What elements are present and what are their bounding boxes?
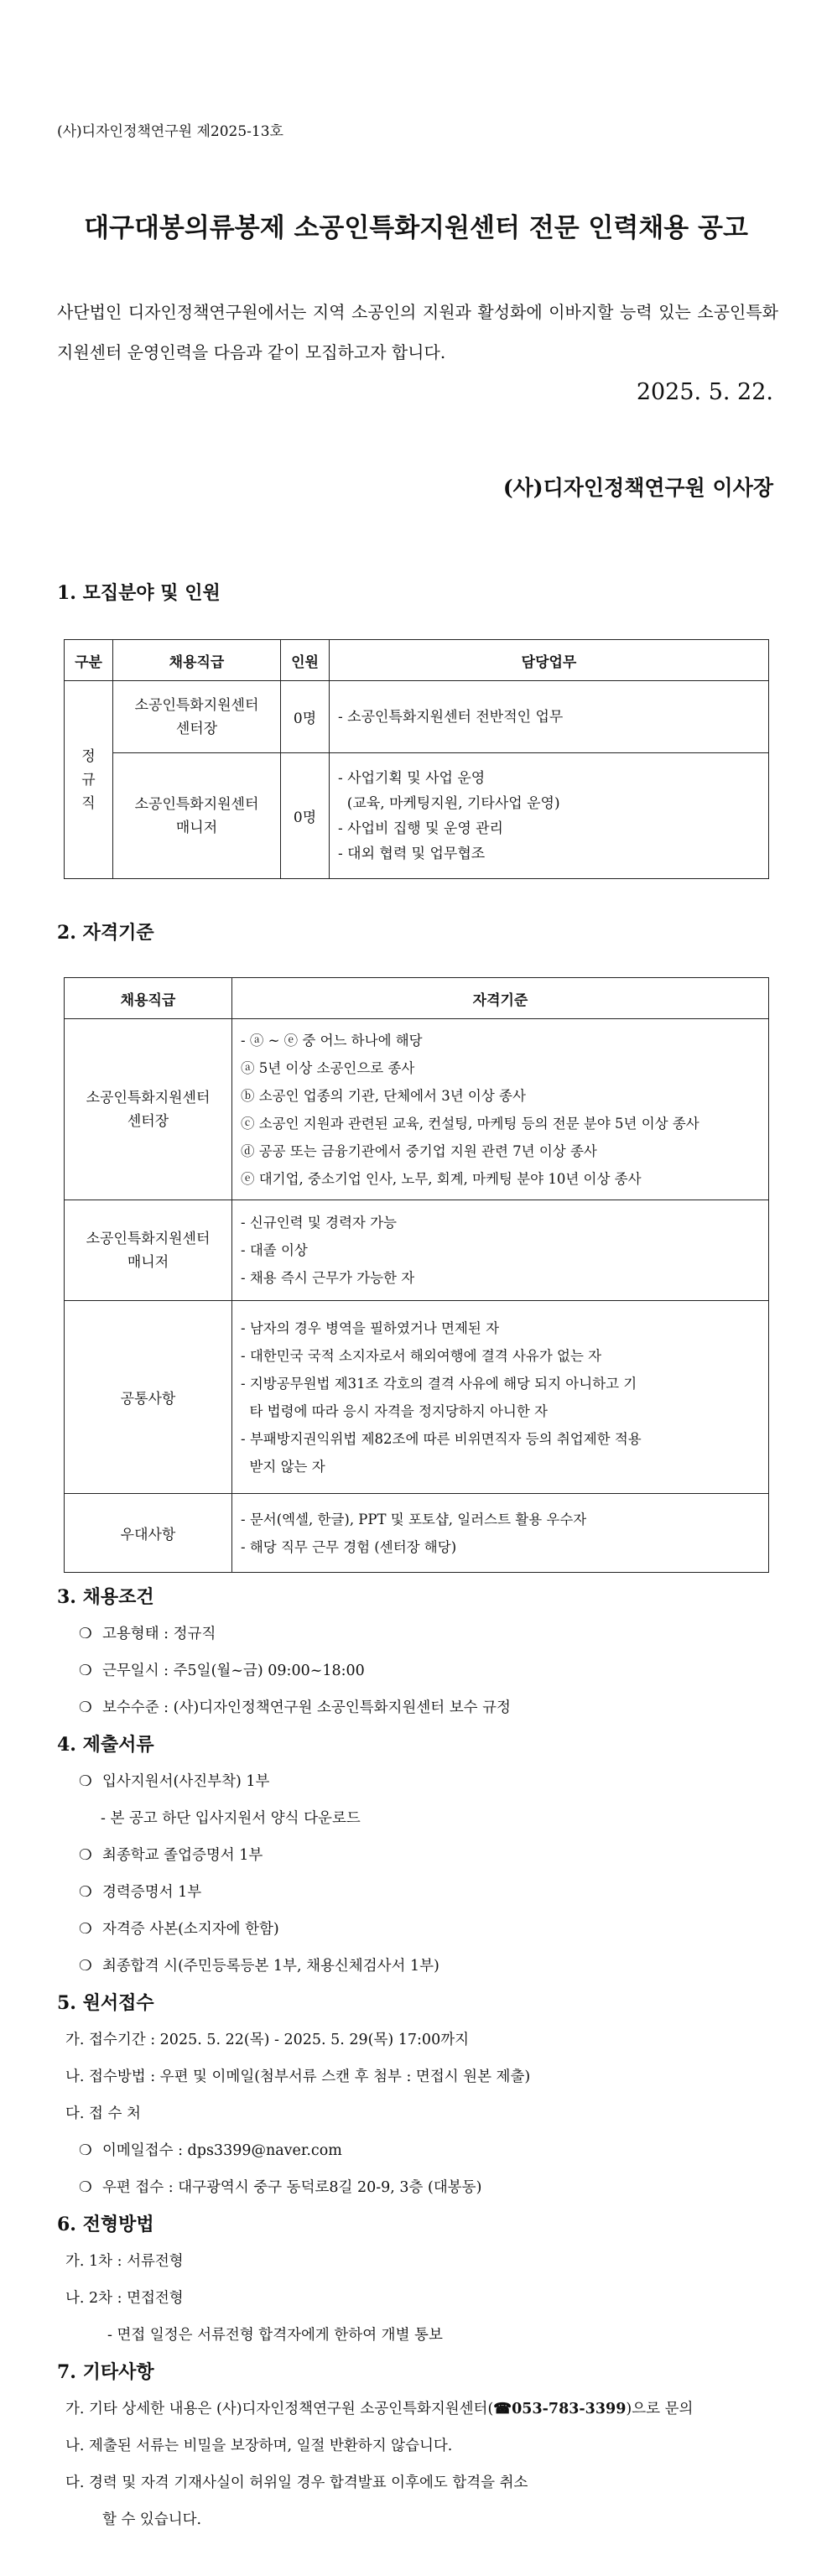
section-4 (57, 1726, 439, 1985)
row-label: 우대사항 (65, 1494, 232, 1573)
row-label: 소공인특화지원센터 매니저 (65, 1200, 232, 1301)
list-item: ❍ 최종합격 시(주민등록등본 1부, 채용신체검사서 1부) (57, 1948, 439, 1985)
list-item: 가. 1차 : 서류전형 (65, 2253, 184, 2270)
qual-item: ⓓ 공공 또는 금융기관에서 중기업 지원 관련 7년 이상 종사 (241, 1142, 597, 1159)
circle-bullet-icon: ❍ (79, 1626, 92, 1642)
duties-cell (330, 753, 769, 879)
email-address: 이메일접수 : dps3399@naver.com (102, 2142, 342, 2159)
circle-bullet-icon: ❍ (79, 2179, 92, 2196)
circle-bullet-icon: ❍ (79, 1958, 92, 1975)
intro-paragraph: 사단법인 디자인정책연구원에서는 지역 소공인의 지원과 활성화에 이바지할 능력 있는 소공인특화지원센터 운영인력을 다음과 같이 모집하고자 합니다. (57, 302, 778, 362)
postal-address: 우편 접수 : 대구광역시 중구 동덕로8길 20-9, 3층 (대봉동) (102, 2179, 482, 2196)
qual-item: - ⓐ ~ ⓔ 중 어느 하나에 해당 (241, 1032, 423, 1049)
duties-cell (330, 681, 769, 753)
list-item: ❍ 고용형태 : 정규직 (57, 1616, 511, 1652)
phone-number: ☎053-783-3399 (493, 2401, 627, 2417)
table-row (65, 1301, 769, 1494)
header-duties: 담당업무 (330, 640, 769, 681)
list-subitem: - 본 공고 하단 입사지원서 양식 다운로드 (101, 1810, 361, 1827)
qual-item: - 문서(엑셀, 한글), PPT 및 포토샵, 일러스트 활용 우수자 (241, 1511, 587, 1527)
document-number: (사)디자인정책연구원 제2025-13호 (57, 123, 283, 140)
section-2-heading: 2. 자격기준 (57, 922, 154, 944)
header-position: 채용직급 (113, 640, 281, 681)
table-row (65, 1019, 769, 1200)
list-item: ❍ 경력증명서 1부 (57, 1874, 439, 1911)
qual-item: ⓔ 대기업, 중소기업 인사, 노무, 회계, 마케팅 분야 10년 이상 종사 (241, 1170, 642, 1187)
position-cell: 소공인특화지원센터 매니저 (113, 753, 281, 879)
section-3-heading: 3. 채용조건 (57, 1586, 154, 1608)
list-item-continued: 할 수 있습니다. (102, 2511, 202, 2528)
list-item: 가. 접수기간 : 2025. 5. 22(목) - 2025. 5. 29(목) 17:00까지 (65, 2032, 470, 2048)
section-7 (57, 2354, 693, 2538)
qual-item: ⓑ 소공인 업종의 기관, 단체에서 3년 이상 종사 (241, 1087, 526, 1104)
circle-bullet-icon: ❍ (79, 1699, 92, 1716)
list-item: 다. 경력 및 자격 기재사실이 허위일 경우 합격발표 이후에도 합격을 취소 (65, 2475, 528, 2491)
qual-item: - 남자의 경우 병역을 필하였거나 면제된 자 (241, 1319, 500, 1336)
list-item: ❍ 근무일시 : 주5일(월~금) 09:00~18:00 (57, 1652, 511, 1689)
duty-item: (교육, 마케팅지원, 기타사업 운영) (338, 794, 560, 812)
header-category: 구분 (65, 640, 113, 681)
row-label: 공통사항 (65, 1301, 232, 1494)
recruitment-table (64, 639, 769, 879)
qualification-table (64, 977, 769, 1573)
section-1-heading: 1. 모집분야 및 인원 (57, 582, 221, 604)
list-item: ❍ 보수수준 : (사)디자인정책연구원 소공인특화지원센터 보수 규정 (57, 1689, 511, 1726)
qual-item: 받지 않는 자 (241, 1458, 325, 1475)
table-row (65, 1494, 769, 1573)
qual-item: ⓒ 소공인 지원과 관련된 교육, 컨설팅, 마케팅 등의 전문 분야 5년 이상 종사 (241, 1115, 699, 1132)
list-item (57, 2132, 530, 2169)
section-3 (57, 1579, 511, 1726)
table-header-row (65, 640, 769, 681)
qual-item: - 지방공무원법 제31조 각호의 결격 사유에 해당 되지 아니하고 기 (241, 1375, 637, 1392)
qualification-cell (232, 1200, 769, 1301)
position-cell: 소공인특화지원센터 센터장 (113, 681, 281, 753)
duty-item: - 사업비 집행 및 운영 관리 (338, 820, 503, 837)
circle-bullet-icon: ❍ (79, 1884, 92, 1901)
qualification-cell (232, 1301, 769, 1494)
qual-item: 타 법령에 따라 응시 자격을 정지당하지 아니한 자 (241, 1402, 548, 1419)
qual-item: - 대졸 이상 (241, 1242, 308, 1258)
qual-item: - 채용 즉시 근무가 가능한 자 (241, 1270, 415, 1286)
section-5-heading: 5. 원서접수 (57, 1992, 154, 2014)
qual-item: ⓐ 5년 이상 소공인으로 종사 (241, 1059, 415, 1076)
header-position: 채용직급 (65, 978, 232, 1019)
duty-item: - 소공인특화지원센터 전반적인 업무 (338, 708, 564, 726)
category-cell (65, 681, 113, 879)
page-title: 대구대봉의류봉제 소공인특화지원센터 전문 인력채용 공고 (84, 213, 748, 243)
list-item: ❍ 자격증 사본(소지자에 한함) (57, 1911, 439, 1948)
qual-item: - 대한민국 국적 소지자로서 해외여행에 결격 사유가 없는 자 (241, 1347, 602, 1364)
qual-item: - 부패방지권익위법 제82조에 따른 비위면직자 등의 취업제한 적용 (241, 1430, 642, 1447)
qualification-cell (232, 1019, 769, 1200)
qual-item: - 신규인력 및 경력자 가능 (241, 1215, 397, 1231)
header-count: 인원 (281, 640, 330, 681)
table-row (65, 681, 769, 753)
list-item: 나. 접수방법 : 우편 및 이메일(첨부서류 스캔 후 첨부 : 면접시 원본 제출) (65, 2069, 531, 2085)
circle-bullet-icon: ❍ (79, 1773, 92, 1790)
list-item: ❍ 입사지원서(사진부착) 1부 (57, 1763, 439, 1800)
section-4-heading: 4. 제출서류 (57, 1734, 154, 1756)
row-label: 소공인특화지원센터 센터장 (65, 1019, 232, 1200)
count-cell: 0명 (281, 681, 330, 753)
count-cell: 0명 (281, 753, 330, 879)
notice-date: 2025. 5. 22. (636, 379, 773, 405)
section-6-heading: 6. 전형방법 (57, 2214, 154, 2235)
list-item: 가. 기타 상세한 내용은 (사)디자인정책연구원 소공인특화지원센터(☎053-783-3399)으로 문의 (65, 2401, 694, 2417)
section-6 (57, 2206, 443, 2354)
table-header-row (65, 978, 769, 1019)
header-qualification: 자격기준 (232, 978, 769, 1019)
table-row (65, 1200, 769, 1301)
list-item: 나. 2차 : 면접전형 (65, 2290, 184, 2307)
duty-item: - 사업기획 및 사업 운영 (338, 769, 486, 787)
table-row (65, 753, 769, 879)
list-item: 나. 제출된 서류는 비밀을 보장하며, 일절 반환하지 않습니다. (65, 2438, 453, 2454)
circle-bullet-icon: ❍ (79, 1663, 92, 1679)
list-item (57, 2169, 530, 2206)
list-item: ❍ 최종학교 졸업증명서 1부 (57, 1837, 439, 1874)
section-7-heading: 7. 기타사항 (57, 2361, 154, 2383)
list-item: 다. 접 수 처 (65, 2105, 141, 2122)
duty-item: - 대외 협력 및 업무협조 (338, 845, 486, 862)
circle-bullet-icon: ❍ (79, 2142, 92, 2159)
qualification-cell (232, 1494, 769, 1573)
list-subitem: - 면접 일정은 서류전형 합격자에게 한하여 개별 통보 (107, 2327, 443, 2344)
circle-bullet-icon: ❍ (79, 1847, 92, 1864)
signer: (사)디자인정책연구원 이사장 (502, 476, 773, 500)
qual-item: - 해당 직무 근무 경험 (센터장 해당) (241, 1538, 457, 1555)
category-label: 정 규 직 (81, 747, 96, 812)
circle-bullet-icon: ❍ (79, 1921, 92, 1938)
section-5 (57, 1985, 530, 2206)
